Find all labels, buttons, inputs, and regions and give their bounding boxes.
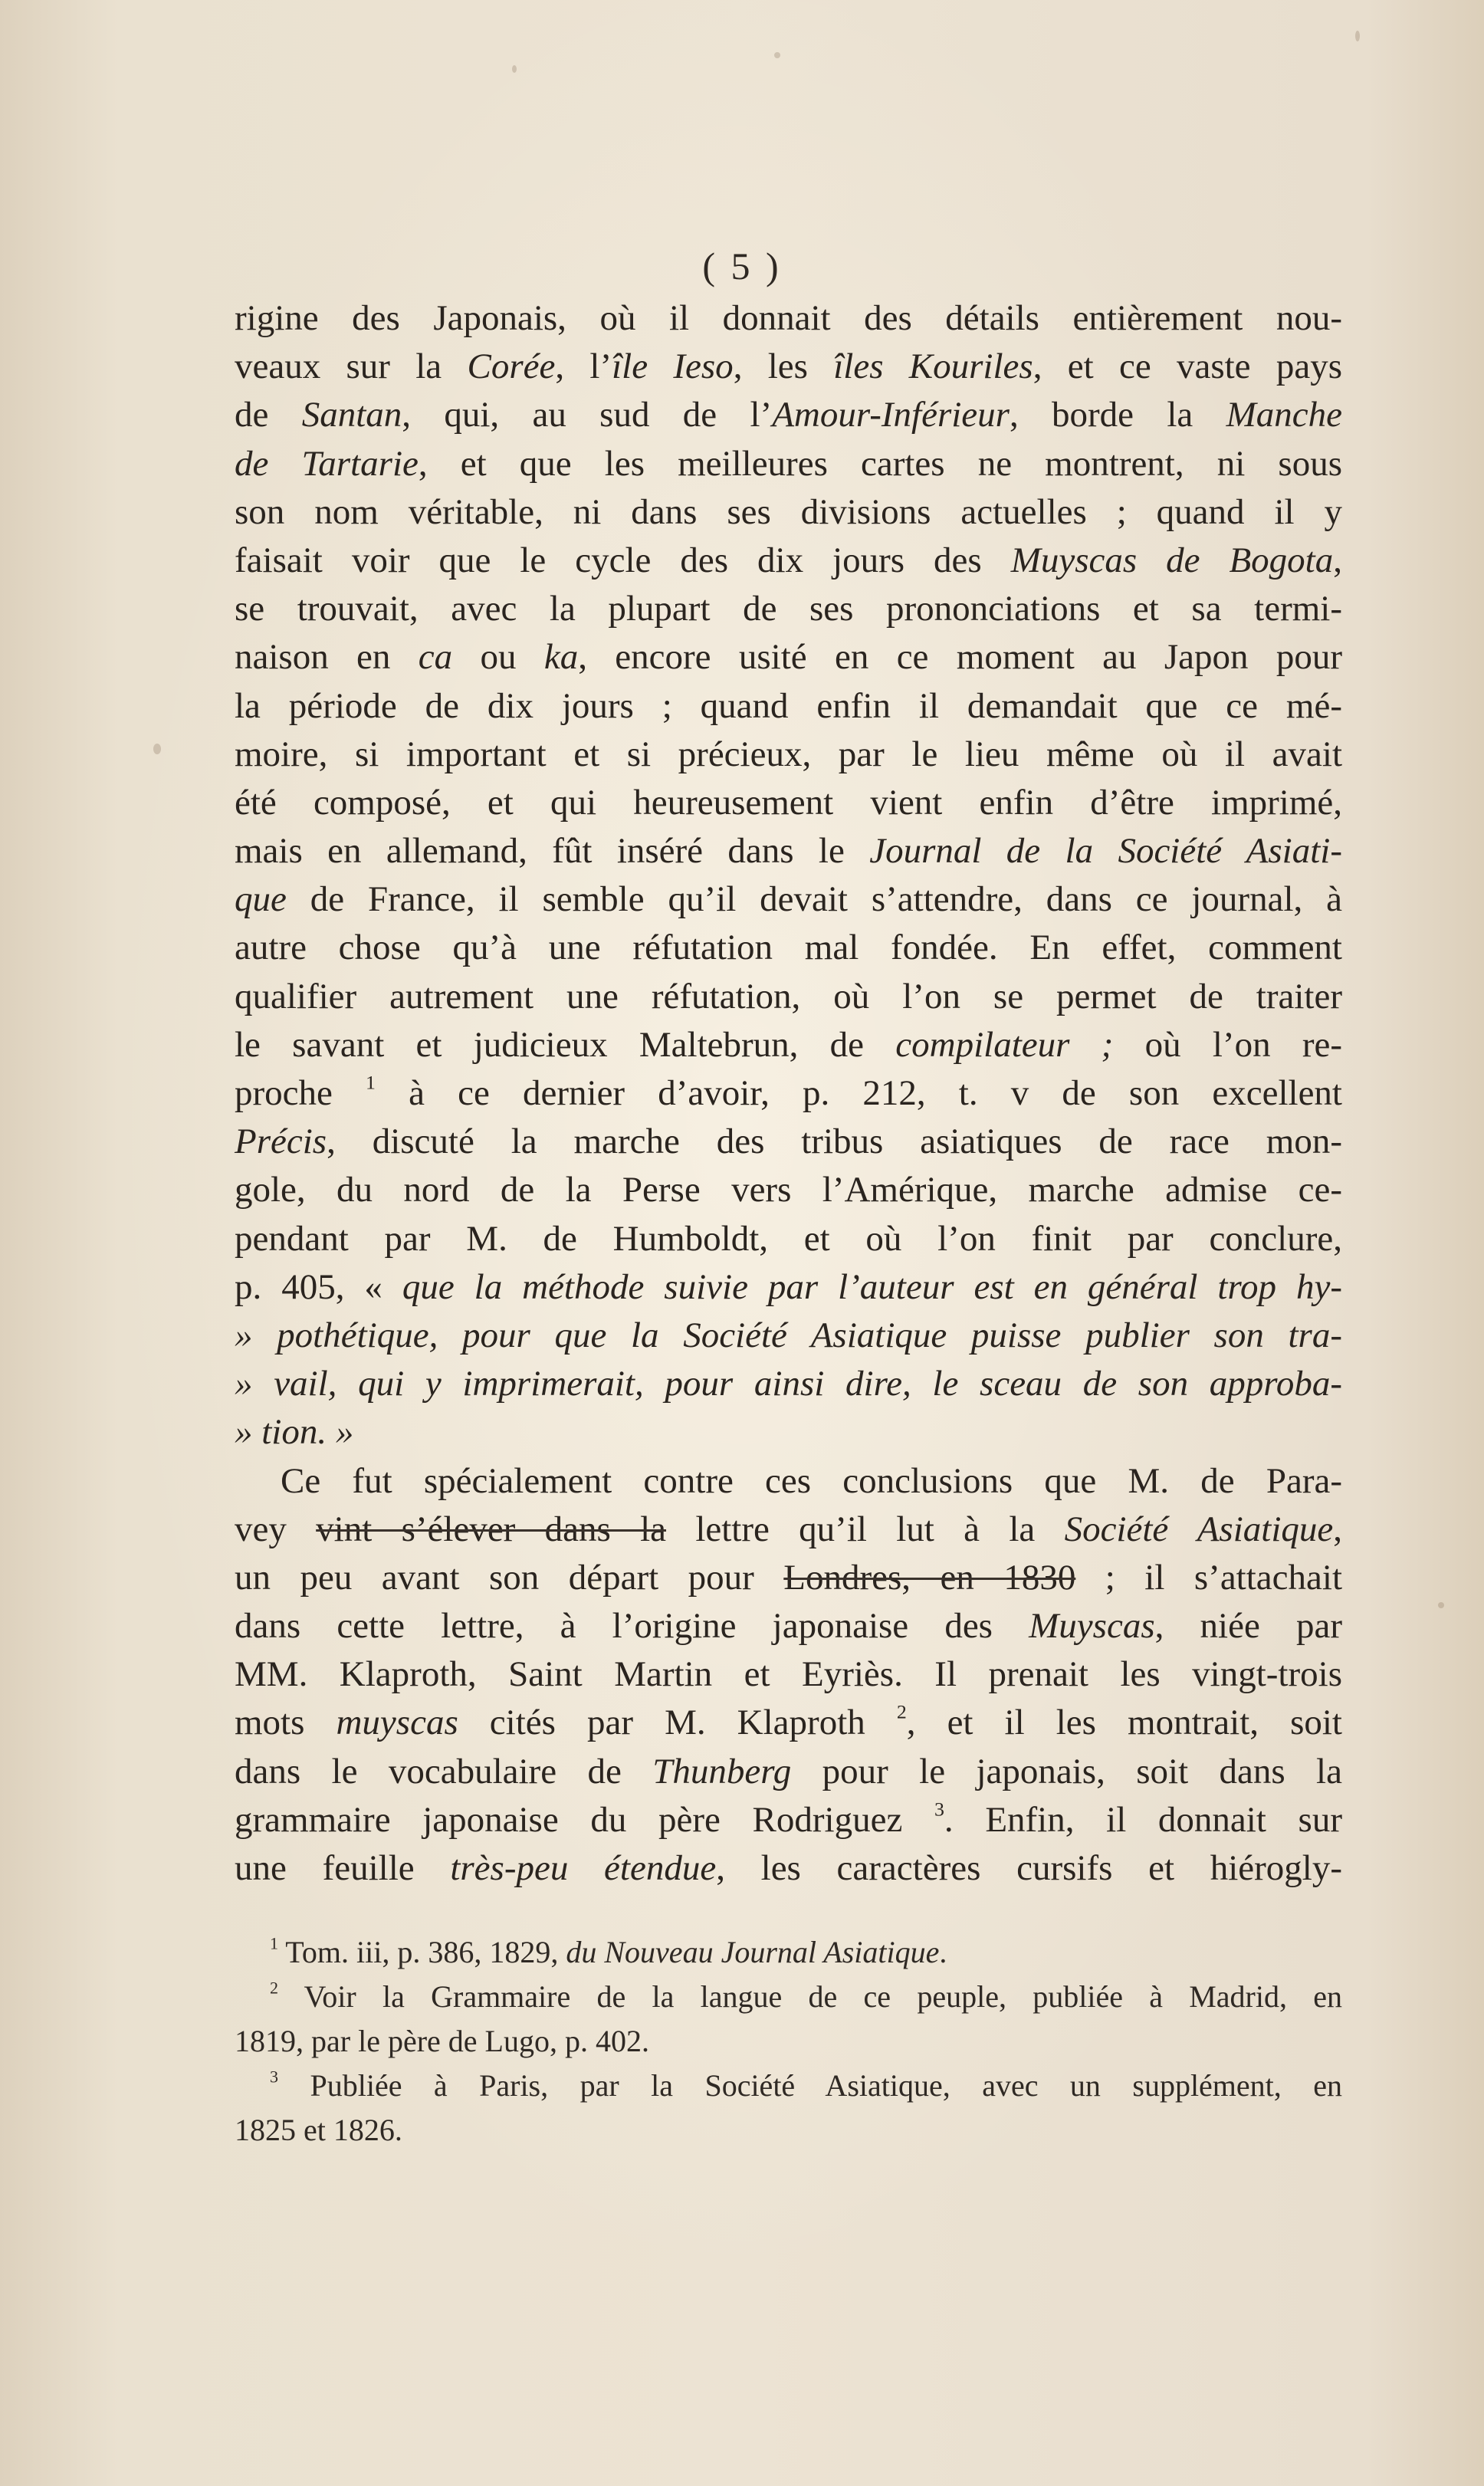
text-line: Précis, discuté la marche des tribus asiatiques de race mon- (235, 1121, 1342, 1162)
struck-text: Londres, en 1830 (783, 1557, 1076, 1598)
text-line: moire, si important et si précieux, par le lieu même où il avait (235, 734, 1342, 774)
footnote-ref: 2 (896, 1700, 907, 1723)
text-line: la période de dix jours ; quand enfin il demandait que ce mé- (235, 685, 1342, 726)
text-line: veaux sur la Corée, l’île Ieso, les îles Kouriles, et ce vaste pays (235, 346, 1342, 387)
text-line: un peu avant son départ pour Londres, en 1830 ; il s’attachait (235, 1557, 1343, 1598)
text-line: dans le vocabulaire de Thunberg pour le japonais, soit dans la (235, 1751, 1342, 1791)
text-line: mais en allemand, fût inséré dans le Journal de la Société Asiati- (235, 831, 1342, 872)
quoted-line: » pothétique, pour que la Société Asiatique puisse publier son tra- (235, 1315, 1342, 1355)
footnote-ref: 1 (366, 1071, 376, 1094)
text-line: vey vint s’élever dans la lettre qu’il lut à la Société Asiatique, (235, 1509, 1343, 1549)
text-line: autre chose qu’à une réfutation mal fondée. En effet, comment (235, 928, 1342, 968)
paper-speck (774, 52, 780, 58)
footnote-ref: 3 (934, 1798, 944, 1821)
text-line: mots muyscas cités par M. Klaproth $^2$, et il les montrait, soit (235, 1700, 1342, 1743)
text-line: qualifier autrement une réfutation, où l’on se permet de traiter (235, 976, 1342, 1016)
page-number: ( 5 ) (702, 245, 782, 287)
text-line: de Tartarie, et que les meilleures cartes ne montrent, ni sous (235, 443, 1343, 484)
text-line: le savant et judicieux Maltebrun, de compilateur ; où l’on re- (235, 1024, 1342, 1065)
paper-speck (512, 65, 517, 73)
paper-speck (1438, 1602, 1444, 1608)
text-line: de Santan, qui, au sud de l’Amour-Inférieur, borde la Manche (235, 395, 1343, 435)
text-line: faisait voir que le cycle des dix jours des Muyscas de Bogota, (235, 540, 1342, 580)
text-line: son nom véritable, ni dans ses divisions actuelles ; quand il y (235, 491, 1342, 532)
text-line: que de France, il semble qu’il devait s’attendre, dans ce journal, à (235, 879, 1342, 920)
text-line: naison en ca ou ka, encore usité en ce moment au Japon pour (235, 637, 1342, 678)
footnote-1: $^1$ Tom. iii, p. 386, 1829, du Nouveau Journal Asiatique. (270, 1933, 947, 1969)
quoted-line: » tion. » (235, 1412, 354, 1453)
quoted-line: » vail, qui y imprimerait, pour ainsi dire, le sceau de son approba- (235, 1364, 1342, 1404)
footnote-2-continued: 1819, par le père de Lugo, p. 402. (235, 2024, 649, 2058)
footnote-3-continued: 1825 et 1826. (235, 2113, 402, 2147)
text-line: p. 405, « que la méthode suivie par l’auteur est en général trop hy- (235, 1266, 1342, 1307)
text-line: grammaire japonaise du père Rodriguez $^3$. Enfin, il donnait sur (235, 1798, 1342, 1840)
paragraph-start: Ce fut spécialement contre ces conclusions que M. de Para- (281, 1460, 1342, 1501)
text-line: se trouvait, avec la plupart de ses prononciations et sa termi- (235, 589, 1342, 629)
text-line: rigine des Japonais, où il donnait des détails entièrement nou- (235, 298, 1342, 338)
paper-speck (153, 744, 161, 754)
paper-speck (1355, 31, 1360, 41)
footnote-2: $^2$ Voir la Grammaire de la langue de ce peuple, publiée à Madrid, en (270, 1978, 1343, 2014)
text-line: gole, du nord de la Perse vers l’Amérique, marche admise ce- (235, 1170, 1342, 1210)
text-line: une feuille très-peu étendue, les caractères cursifs et hiérogly- (235, 1848, 1342, 1888)
text-line: été composé, et qui heureusement vient enfin d’être imprimé, (235, 782, 1342, 823)
text-line: MM. Klaproth, Saint Martin et Eyriès. Il prenait les vingt-trois (235, 1654, 1342, 1695)
footnote-3: $^3$ Publiée à Paris, par la Société Asiatique, avec un supplément, en (270, 2067, 1343, 2103)
main-text (235, 294, 1342, 1893)
text-line: proche $^1$ à ce dernier d’avoir, p. 212, t. v de son excellent (235, 1071, 1342, 1113)
footnotes (235, 1930, 1342, 2153)
struck-text: vint s’élever dans la (316, 1509, 667, 1549)
text-line: dans cette lettre, à l’origine japonaise des Muyscas, niée par (235, 1606, 1342, 1647)
text-line: pendant par M. de Humboldt, et où l’on finit par conclure, (235, 1218, 1342, 1259)
